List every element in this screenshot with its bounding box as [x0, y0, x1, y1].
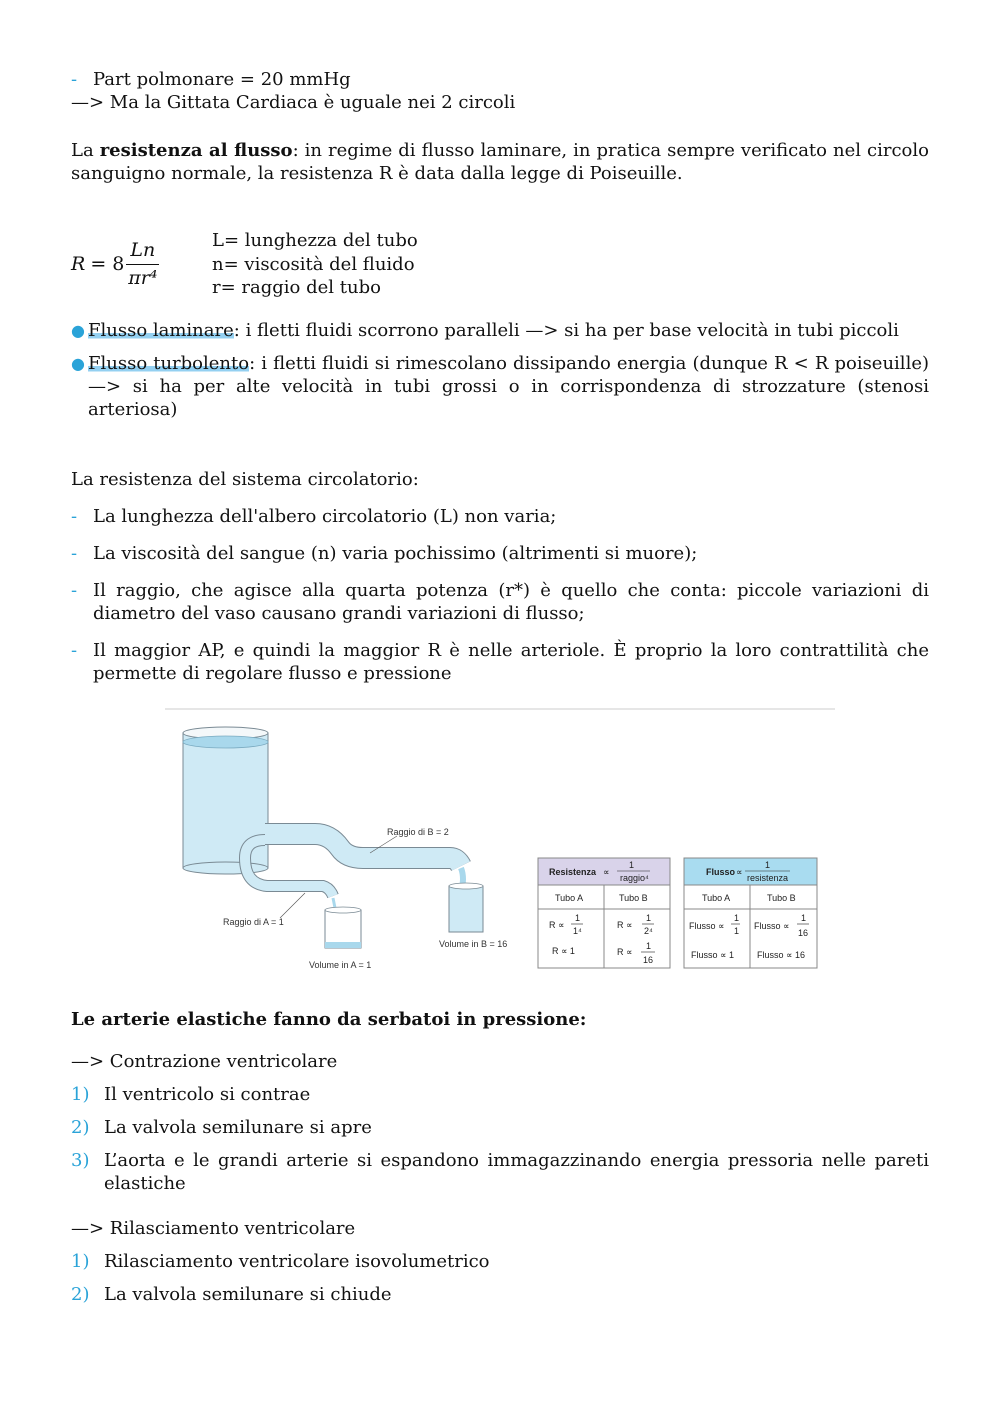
svg-text:Flusso ∝ 1: Flusso ∝ 1: [691, 950, 734, 960]
list-item: 2) La valvola semilunare si apre: [71, 1117, 372, 1138]
list-item: 3) L’aorta e le grandi arterie si espandono immagazzinando energia pressoria nelle pareti elastiche: [71, 1150, 929, 1194]
highlight-term: Flusso laminare: [88, 319, 234, 341]
svg-text:Flusso ∝: Flusso ∝: [689, 921, 725, 931]
highlight-term: Flusso turbolento: [88, 352, 250, 374]
list-item: ● Flusso turbolento: i fletti fluidi si rimescolano dissipando energia (dunque R < R poiseuille) —> si ha per alte velocità in tubi grossi o in corrispondenza di strozzature (stenosi arteriosa): [71, 352, 929, 420]
svg-text:16: 16: [643, 955, 654, 965]
resistance-flow-figure: [165, 708, 835, 978]
svg-text:Tubo A: Tubo A: [702, 893, 731, 903]
svg-text:Flusso ∝ 16: Flusso ∝ 16: [757, 950, 805, 960]
svg-text:16: 16: [798, 928, 809, 938]
list-item: - Il raggio, che agisce alla quarta potenza (r*) è quello che conta: piccole variazioni di diametro del vaso causano grandi variazioni di flusso;: [71, 579, 929, 624]
flow-table: [684, 858, 817, 968]
svg-text:1: 1: [629, 860, 635, 870]
relax-steps: [71, 1250, 929, 1306]
poiseuille-formula: R = 8 $\frac{Ln}{\text{πr⁴}}$: [71, 238, 158, 289]
label-radius-b: Raggio di B = 2: [387, 827, 449, 837]
dash-marker: -: [71, 542, 78, 564]
contraction-title: —> Contrazione ventricolare: [71, 1051, 338, 1072]
system-list: [71, 505, 929, 685]
svg-text:Resistenza: Resistenza: [549, 867, 597, 877]
legend-item: n= viscosità del fluido: [212, 253, 415, 275]
svg-text:∝: ∝: [736, 867, 743, 877]
svg-text:1⁴: 1⁴: [573, 926, 582, 936]
intro-line-1: - Part polmonare = 20 mmHg: [71, 69, 351, 90]
bullet-icon: ●: [71, 320, 85, 340]
svg-text:Tubo B: Tubo B: [619, 893, 648, 903]
svg-text:R ∝: R ∝: [617, 920, 633, 930]
svg-text:resistenza: resistenza: [747, 873, 789, 883]
list-item: ● Flusso laminare: i fletti fluidi scorrono paralleli —> si ha per base velocità in tubi piccoli: [71, 319, 899, 341]
dash-marker: -: [71, 639, 78, 661]
svg-text:1: 1: [646, 941, 652, 951]
svg-text:R ∝: R ∝: [617, 947, 633, 957]
contraction-steps: [71, 1083, 929, 1195]
bullet-icon: ●: [71, 353, 85, 373]
svg-text:R ∝ 1: R ∝ 1: [552, 946, 575, 956]
dash-marker: -: [71, 579, 78, 601]
svg-text:1: 1: [765, 860, 771, 870]
figure-illustration: [165, 708, 835, 978]
elastic-arteries-section: [71, 1008, 929, 1306]
section-heading: Le arterie elastiche fanno da serbatoi in pressione:: [71, 1009, 587, 1030]
list-item: - La lunghezza dell'albero circolatorio (L) non varia;: [71, 505, 557, 527]
svg-text:∝: ∝: [603, 867, 610, 877]
list-item: - Il maggior AP, e quindi la maggior R è nelle arteriole. È proprio la loro contrattilità che permette di regolare flusso e pressione: [71, 639, 929, 684]
svg-text:R ∝: R ∝: [549, 920, 565, 930]
flow-types-list: [71, 319, 929, 421]
intro-line-2: —> Ma la Gittata Cardiaca è uguale nei 2 circoli: [71, 92, 516, 113]
svg-text:1: 1: [646, 913, 652, 923]
label-radius-a: Raggio di A = 1: [223, 917, 284, 927]
label-volume-a: Volume in A = 1: [309, 960, 372, 970]
formula-legend: [212, 229, 418, 300]
dash-marker: -: [71, 505, 78, 527]
svg-text:Tubo A: Tubo A: [555, 893, 584, 903]
svg-text:1: 1: [801, 913, 807, 923]
beaker-a: [325, 907, 361, 948]
reservoir-cylinder: [183, 727, 268, 874]
legend-item: r= raggio del tubo: [212, 277, 381, 298]
svg-text:2⁴: 2⁴: [644, 926, 653, 936]
resistance-term: resistenza al flusso: [99, 140, 293, 161]
list-item: - La viscosità del sangue (n) varia pochissimo (altrimenti si muore);: [71, 542, 698, 564]
resistance-table: [538, 858, 670, 968]
svg-text:Flusso: Flusso: [706, 867, 736, 877]
formula-fraction: $\frac{Ln}{\text{πr⁴}}$: [128, 238, 158, 289]
dash-marker: -: [71, 69, 78, 90]
list-item: 1) Rilasciamento ventricolare isovolumetrico: [71, 1251, 490, 1272]
list-item: 1) Il ventricolo si contrae: [71, 1084, 311, 1105]
poiseuille-formula-block: [71, 229, 929, 300]
svg-text:Tubo B: Tubo B: [767, 893, 796, 903]
relax-title: —> Rilasciamento ventricolare: [71, 1218, 356, 1239]
resistance-paragraph: La resistenza al flusso: in regime di flusso laminare, in pratica sempre verificato nel circolo sanguigno normale, la resistenza R è data dalla legge di Poiseuille.: [71, 140, 929, 184]
label-volume-b: Volume in B = 16: [439, 939, 508, 949]
svg-text:raggio⁴: raggio⁴: [620, 873, 649, 883]
svg-text:1: 1: [734, 913, 740, 923]
legend-item: L= lunghezza del tubo: [212, 230, 418, 251]
svg-text:Flusso ∝: Flusso ∝: [754, 921, 790, 931]
svg-text:1: 1: [734, 926, 740, 936]
system-heading: La resistenza del sistema circolatorio:: [71, 468, 419, 490]
beaker-b: [449, 883, 483, 932]
document-page: [71, 68, 929, 685]
svg-text:1: 1: [575, 913, 581, 923]
list-item: 2) La valvola semilunare si chiude: [71, 1284, 392, 1305]
